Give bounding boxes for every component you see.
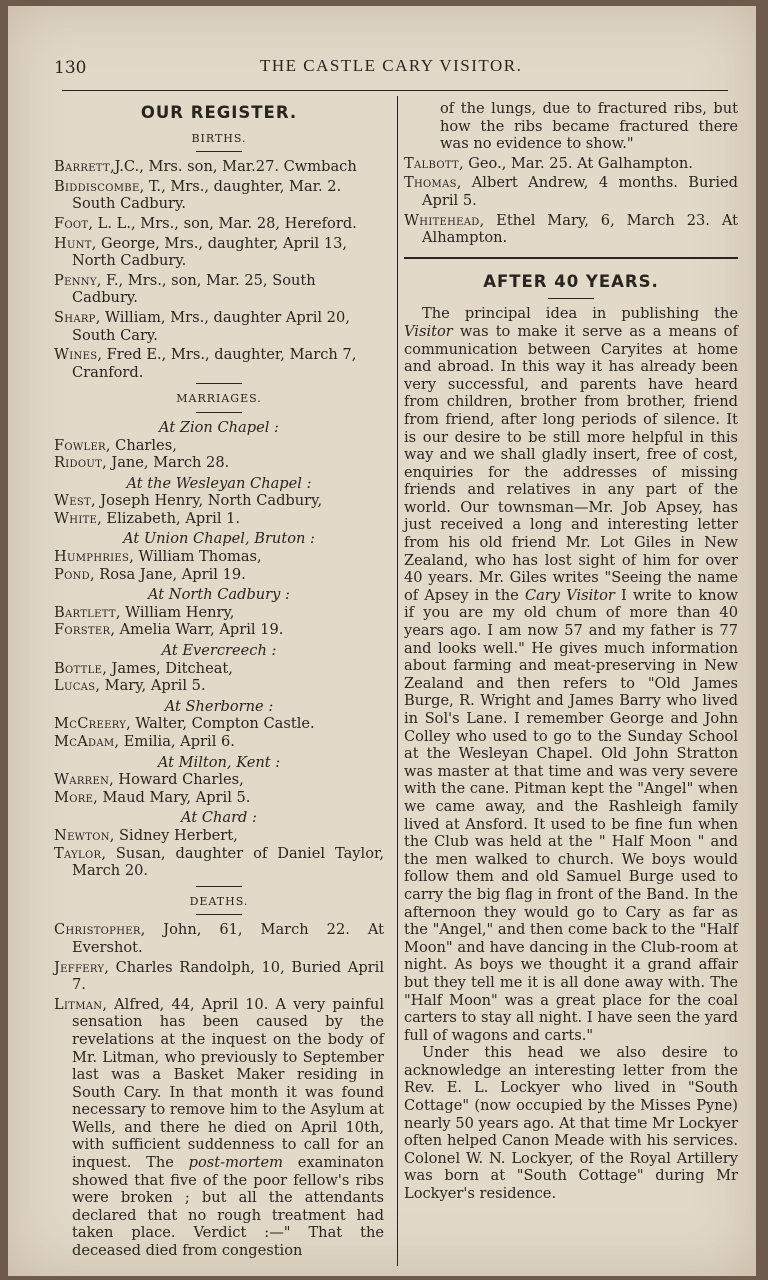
entry-italic: post-mortem bbox=[188, 1154, 284, 1172]
entry-name: Bartlett bbox=[54, 603, 116, 621]
entry-name: More bbox=[54, 788, 94, 806]
article-title-rule bbox=[548, 298, 594, 299]
left-column bbox=[54, 100, 384, 1262]
marriages-rule bbox=[196, 412, 242, 413]
deaths-heading: DEATHS. bbox=[189, 894, 249, 908]
entry-text: , George, Mrs., daughter, April 13, North Cadbury. bbox=[72, 234, 348, 270]
entry-text: ,J.C., Mrs. son, Mar.27. Cwmbach bbox=[109, 158, 357, 176]
article-rule bbox=[404, 257, 738, 259]
births-heading: BIRTHS. bbox=[191, 131, 247, 145]
entry-name: Taylor bbox=[54, 844, 102, 862]
entry-name: Lucas bbox=[54, 677, 96, 695]
entry-text: , Rosa Jane, April 19. bbox=[90, 565, 246, 583]
entry-name: Christopher bbox=[54, 921, 141, 939]
article-text: I write to know if you are my old chum of more than 40 years ago. I am now 57 and my father is 77 and looks well." He gives much information about farming and meat-preserving in New Zealand and then refers to "Old James Burge, R. Wright and James Barry who lived in Sol's Lane. I remember George and John Colley who used to go to the Sunday School at the Wesleyan Chapel. Old John Stratton was master at that time and was very severe with the cane. Pitman kept the "Angel" when we came away, and the Rashleigh family lived at Ansford. It used to be fine fun when the Club was held at the " Half Moon " and the men walked to church. We boys would follow them and old Samuel Burge used to carry the big flag in front of the Band. In the afternoon they would go to Cary as far as the "Angel," and then come back to the "Half Moon" and have dancing in the Club-room at night. As boys we thought it a grand affair but they tell me it is all done away with. The "Half Moon" was a great place for the coal carters to stay all night. I have seen the yard full of wagons and carts." bbox=[404, 586, 738, 1044]
litman-notice bbox=[54, 996, 384, 1260]
page-number: 130 bbox=[54, 58, 87, 78]
entry-text: , Charles Randolph, 10, Buried April 7. bbox=[72, 958, 384, 994]
article-italic: Cary Visitor bbox=[524, 586, 615, 604]
entry-name: Litman bbox=[54, 995, 103, 1013]
entry-text: , Elizabeth, April 1. bbox=[97, 509, 241, 527]
entry-text: , T., Mrs., daughter, Mar. 2. South Cadbury. bbox=[72, 177, 342, 213]
article-text: The principal idea in publishing the bbox=[422, 305, 738, 323]
litman-continuation: of the lungs, due to fractured ribs, but how the ribs became fractured there was no evidence to show." bbox=[440, 100, 738, 153]
entry-name: Bottle bbox=[54, 659, 103, 677]
entry-name: Foot bbox=[54, 214, 89, 232]
entry-name: Newton bbox=[54, 826, 110, 844]
births-list bbox=[54, 158, 384, 381]
entry-text: , Joseph Henry, North Cadbury, bbox=[91, 492, 323, 510]
entry-text: , F., Mrs., son, Mar. 25, South Cadbury. bbox=[72, 271, 316, 307]
magazine-page bbox=[8, 6, 756, 1276]
entry-text: , Fred E., Mrs., daughter, March 7, Cranford. bbox=[72, 346, 357, 381]
entry-name: Jeffery bbox=[54, 958, 105, 976]
marriage-place: At Zion Chapel : bbox=[159, 418, 279, 436]
right-column bbox=[404, 100, 738, 1203]
entry-name: Penny bbox=[54, 271, 97, 289]
entry-name: Thomas bbox=[404, 174, 457, 192]
entry-text: , Ethel Mary, 6, March 23. At Alhampton. bbox=[422, 211, 738, 247]
entry-text: , William, Mrs., daughter April 20, South Cary. bbox=[72, 308, 350, 344]
marriage-place: At Chard : bbox=[181, 809, 257, 827]
entry-name: Whitehead bbox=[404, 211, 480, 229]
entry-text: , Sidney Herbert, bbox=[109, 826, 238, 844]
entry-text: examinaton showed that five of the poor fellow's ribs were broken ; but all the attendants declared that no rough treatment had taken place. Verdict :—" That the deceased died from congestion bbox=[72, 1154, 384, 1260]
entry-name: Hunt bbox=[54, 234, 92, 252]
entry-text: , Walter, Compton Castle. bbox=[126, 715, 315, 733]
entry-name: Wines bbox=[54, 346, 98, 364]
entry-text: , Emilia, April 6. bbox=[114, 733, 235, 750]
entry-name: Pond bbox=[54, 565, 90, 583]
section-rule bbox=[196, 886, 242, 887]
entry-text: , William Thomas, bbox=[129, 548, 262, 566]
entry-name: Biddiscombe bbox=[54, 177, 140, 195]
entry-text: , William Henry, bbox=[115, 603, 235, 621]
entry-name: McAdam bbox=[54, 733, 115, 750]
article-title: AFTER 40 YEARS. bbox=[483, 271, 659, 291]
register-title: OUR REGISTER. bbox=[140, 103, 298, 122]
entry-name: Talbott bbox=[404, 154, 459, 172]
deaths-rule bbox=[196, 914, 242, 915]
entry-text: , Howard Charles, bbox=[109, 771, 244, 789]
column-divider bbox=[397, 96, 398, 1266]
entry-name: Barrett bbox=[54, 158, 110, 176]
entry-text: , Albert Andrew, 4 months. Buried April 5. bbox=[422, 174, 738, 209]
entry-name: Sharp bbox=[54, 308, 96, 326]
entry-text: , Amelia Warr, April 19. bbox=[110, 621, 284, 639]
deaths-list bbox=[54, 921, 384, 1259]
entry-text: , Mary, April 5. bbox=[95, 677, 206, 695]
entry-name: Humphries bbox=[54, 548, 130, 566]
entry-text: , Maud Mary, April 5. bbox=[93, 788, 251, 806]
magazine-title: THE CASTLE CARY VISITOR. bbox=[260, 56, 523, 75]
marriages-list bbox=[54, 419, 384, 880]
entry-text: , L. L., Mrs., son, Mar. 28, Hereford. bbox=[88, 214, 357, 232]
marriage-place: At Milton, Kent : bbox=[157, 753, 281, 771]
header-rule bbox=[62, 90, 728, 91]
entry-name: White bbox=[54, 509, 98, 527]
entry-text: , James, Ditcheat, bbox=[102, 659, 233, 677]
entry-text: , Jane, March 28. bbox=[102, 454, 230, 472]
entry-name: Forster bbox=[54, 621, 111, 639]
marriage-place: At Evercreech : bbox=[161, 642, 277, 660]
births-rule bbox=[196, 151, 242, 152]
entry-text: , Susan, daughter of Daniel Taylor, March 20. bbox=[72, 844, 384, 880]
entry-name: McCreery bbox=[54, 715, 127, 733]
entry-name: Ridout bbox=[54, 454, 103, 472]
entry-text: , Geo., Mar. 25. At Galhampton. bbox=[458, 154, 693, 172]
entry-text: , Alfred, 44, April 10. A very painful sensation has been caused by the revelations at the inquest on the body of Mr. Litman, who previously to September last was a Basket Maker residing in South Cary. In that month it was found necessary to remove him to the Asylum at Wells, and there he died on April 10th, with sufficient suddenness to call for an inquest. The bbox=[72, 995, 384, 1172]
entry-text: , Charles, bbox=[105, 436, 177, 454]
article-paragraph: Under this head we also desire to acknowledge an interesting letter from the Rev. E. L. Lockyer who lived in "South Cottage" (now occupied by the Misses Pyne) nearly 50 years ago. At that time Mr Lockyer often helped Canon Meade with his services. Colonel W. N. Lockyer, of the Royal Artillery was born at "South Cottage" during Mr Lockyer's residence. bbox=[404, 1044, 738, 1203]
article-paragraph bbox=[404, 305, 738, 1044]
section-rule bbox=[196, 383, 242, 384]
marriage-place: At the Wesleyan Chapel : bbox=[126, 474, 312, 492]
entry-name: West bbox=[54, 492, 92, 510]
marriage-place: At Union Chapel, Bruton : bbox=[123, 530, 315, 548]
marriages-heading: MARRIAGES. bbox=[176, 392, 262, 406]
entry-name: Warren bbox=[54, 771, 110, 789]
article-text: was to make it serve as a means of communication between Caryites at home and abroad. In this way it has already been very successful, and parents have heard from children, brother from brother, friend from friend, after long periods of silence. It is our desire to be still more helpful in this way and we shall gladly insert, free of cost, enquiries for the addresses of missing friends and relatives in any part of the world. Our townsman—Mr. Job Apsey, has just received a long and interesting letter from his old friend Mr. Lot Giles in New Zealand, who has lost sight of him for over 40 years. Mr. Giles writes "Seeing the name of Apsey in the bbox=[404, 322, 738, 604]
article-italic: Visitor bbox=[404, 322, 453, 340]
marriage-place: At Sherborne : bbox=[164, 697, 274, 715]
entry-text: , John, 61, March 22. At Evershot. bbox=[72, 921, 384, 956]
entry-name: Fowler bbox=[54, 436, 106, 454]
marriage-place: At North Cadbury : bbox=[148, 586, 290, 604]
